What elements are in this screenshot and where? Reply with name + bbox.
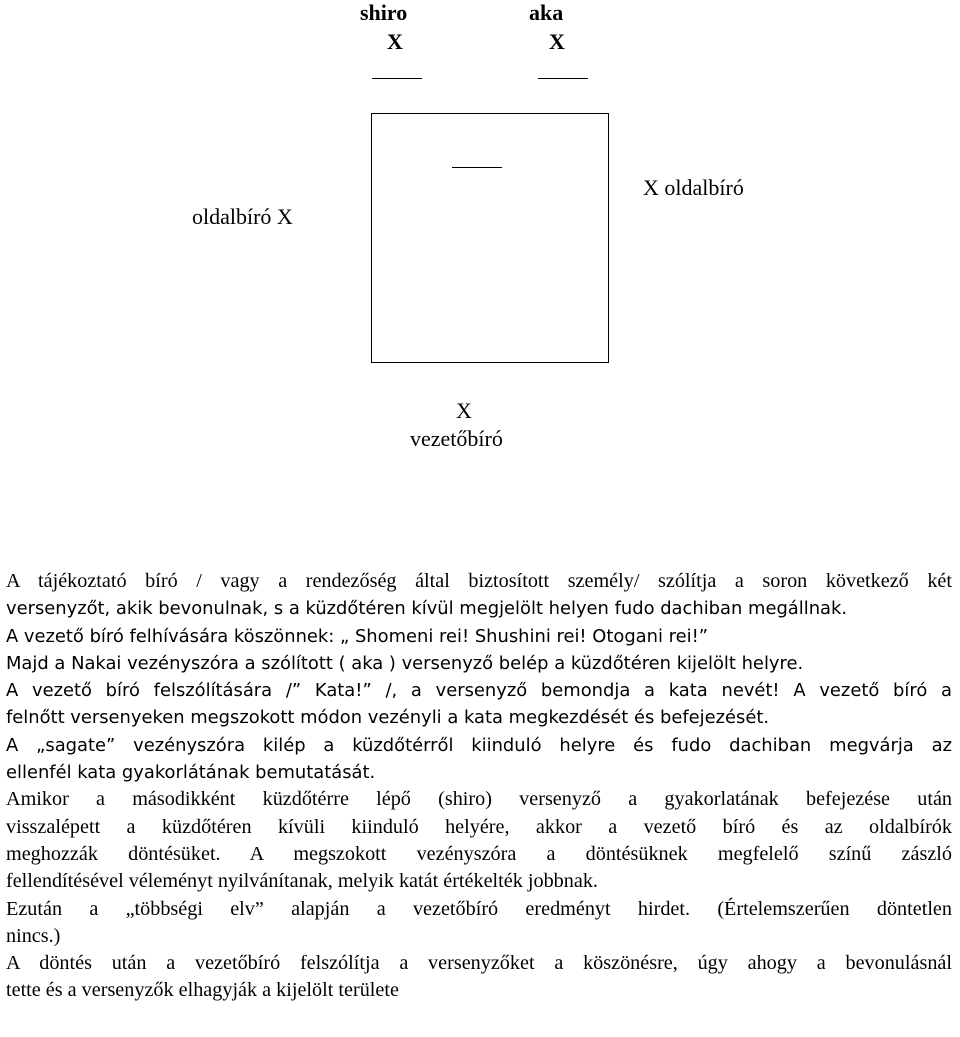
center-position-line xyxy=(452,167,502,168)
text-line: A vezető bíró felhívására köszönnek: „ Shomeni rei! Shushini rei! Otogani rei!” xyxy=(6,625,709,647)
text-line: Amikor a másodikként küzdőtérre lépő (shiro) versenyző a gyakorlatának befejezése után xyxy=(6,788,952,811)
text-line: A tájékoztató bíró / vagy a rendezőség által biztosított személy/ szólítja a soron következő két xyxy=(6,570,952,592)
text-line: Ezután a „többségi elv” alapján a vezetőbíró eredményt hirdet. (Értelemszerűen döntetlen xyxy=(6,897,952,920)
referee-label: vezetőbíró xyxy=(410,426,503,451)
text-line: A vezető bíró felszólítására /” Kata!” /, a versenyző bemondja a kata nevét! A vezető bíró a xyxy=(6,680,952,702)
text-line: meghozzák döntésüket. A megszokott vezényszóra a döntésüknek megfelelő színű zászló xyxy=(6,842,952,865)
referee-mark: X xyxy=(456,398,472,423)
shiro-position-line xyxy=(372,78,422,79)
right-side-judge: X oldalbíró xyxy=(643,175,744,200)
text-line: ellenfél kata gyakorlátának bemutatását. xyxy=(6,762,376,784)
left-side-judge: oldalbíró X xyxy=(192,204,293,229)
aka-mark: X xyxy=(549,29,565,54)
text-line: tette és a versenyzők elhagyják a kijelölt területe xyxy=(6,979,399,1002)
shiro-mark: X xyxy=(387,29,403,54)
text-line: nincs.) xyxy=(6,924,61,947)
text-line: fellendítésével véleményt nyilvánítanak, melyik katát értékelték jobbnak. xyxy=(6,870,598,893)
text-line: A döntés után a vezetőbíró felszólítja a versenyzőket a köszönésre, úgy ahogy a bevonulásnál xyxy=(6,952,952,975)
aka-label: aka xyxy=(529,0,564,25)
text-line: felnőtt versenyeken megszokott módon vezényli a kata megkezdését és befejezését. xyxy=(6,707,770,729)
text-line: versenyzőt, akik bevonulnak, s a küzdőtéren kívül megjelölt helyen fudo dachiban megállnak. xyxy=(6,598,848,620)
text-line: visszalépett a küzdőtéren kívüli kiinduló helyére, akkor a vezető bíró és az oldalbírók xyxy=(6,815,952,838)
shiro-label: shiro xyxy=(360,0,408,25)
rules-text xyxy=(6,568,952,1005)
competition-area xyxy=(371,113,609,363)
aka-position-line xyxy=(538,78,588,79)
text-line: A „sagate” vezényszóra kilép a küzdőtérről kiinduló helyre és fudo dachiban megvárja az xyxy=(6,734,952,756)
text-line: Majd a Nakai vezényszóra a szólított ( aka ) versenyző belép a küzdőtéren kijelölt helyre. xyxy=(6,652,804,674)
